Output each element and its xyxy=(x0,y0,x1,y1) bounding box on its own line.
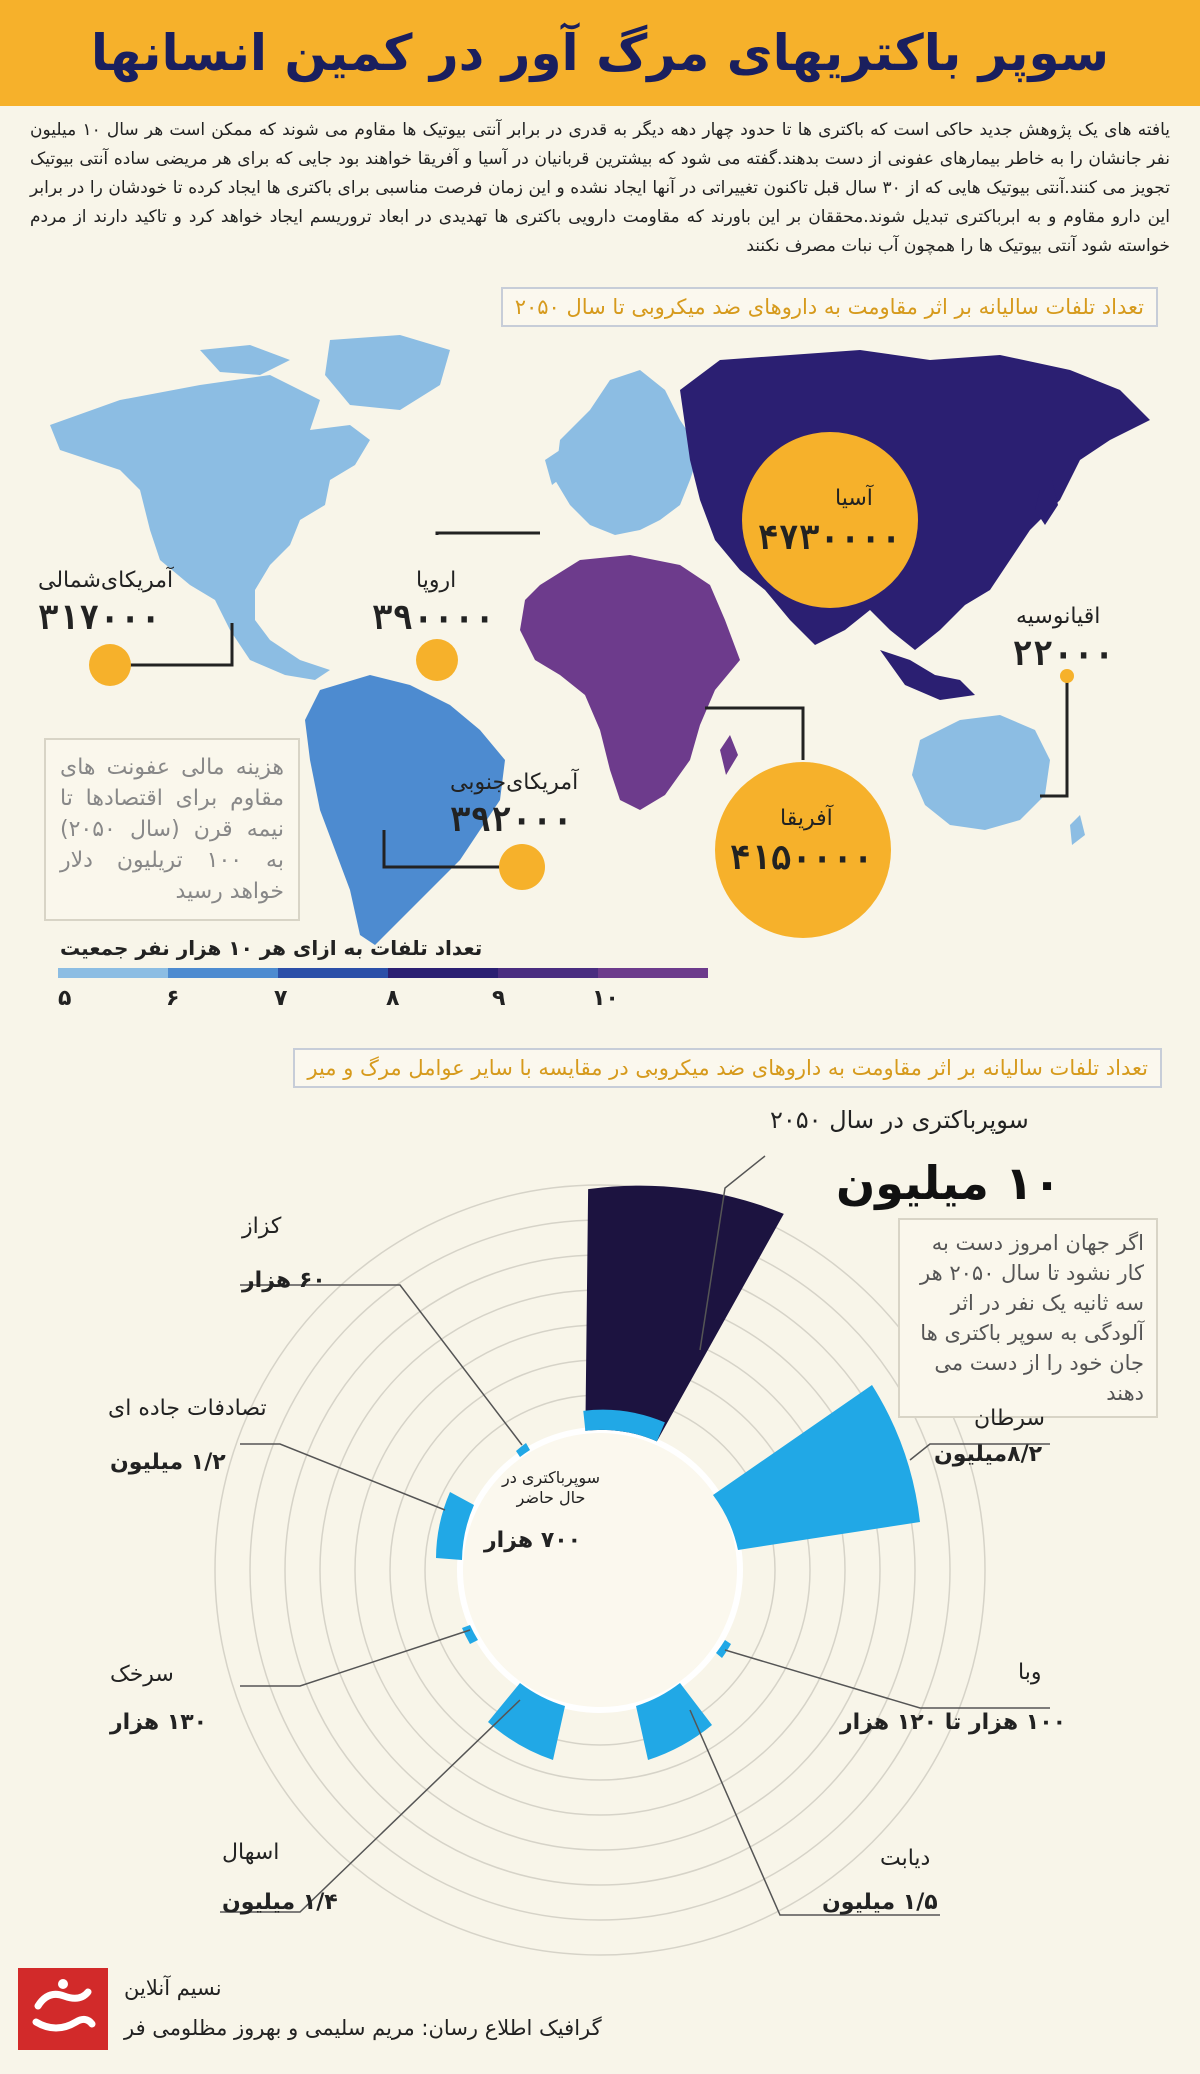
diabetes-label: دیابت xyxy=(880,1846,931,1871)
map-greenland xyxy=(325,335,450,410)
circle-europe xyxy=(416,639,458,681)
leader-diabetes xyxy=(690,1710,940,1915)
superbacteria-2050-label: سوپرباکتری در سال ۲۰۵۰ xyxy=(770,1106,1029,1134)
map-arctic-islands xyxy=(200,345,290,375)
superbacteria-2050-value: ۱۰ میلیون xyxy=(836,1156,1062,1210)
leader-measles xyxy=(240,1630,470,1686)
africa-name: آفریقا xyxy=(780,806,833,831)
polar-section-label: تعداد تلفات سالیانه بر اثر مقاومت به داروهای ضد میکروبی در مقایسه با سایر عوامل مرگ و میر xyxy=(293,1048,1162,1088)
title-bar xyxy=(0,0,1200,106)
tetanus-label: کزاز xyxy=(242,1214,282,1239)
legend-segment-5 xyxy=(58,968,168,978)
footer-brand: نسیم آنلاین xyxy=(124,1976,222,2000)
map-europe xyxy=(555,370,700,535)
cancer-value: ۸/۲میلیون xyxy=(934,1442,1043,1467)
oceania-value: ۲۲۰۰۰ xyxy=(1012,634,1115,674)
asia-name: آسیا xyxy=(835,486,873,511)
superbacteria-now-value: ۷۰۰ هزار xyxy=(484,1528,582,1553)
brand-logo xyxy=(18,1968,108,2050)
oceania-name: اقیانوسیه xyxy=(1016,604,1101,629)
leader-diarrhea xyxy=(220,1700,520,1912)
page-title: سوپر باکتریهای مرگ آور در کمین انسانها xyxy=(90,24,1110,82)
europe-name: اروپا xyxy=(416,568,457,593)
legend-tick-5: ۵ xyxy=(58,986,72,1011)
tetanus-value: ۶۰ هزار xyxy=(242,1268,326,1293)
measles-label: سرخک xyxy=(110,1662,174,1687)
intro-paragraph: یافته های یک پژوهش جدید حاکی است که باکتری ها تا حدود چهار دهه دیگر به قدری در برابر آنتی بیوتیک ها مقاوم می شوند که ممکن است هر سال ۱۰ میلیون نفر جانشان را به خاطر بیمارهای عفونی از دست بدهند.گفته می شود که بیشترین قربانیان در آسیا و آفریقا خواهند بود جایی که برای هر مریضی ساده آنتی بیوتیک تجویز می کنند.آنتی بیوتیک هایی که از ۳۰ سال قبل تاکنون تغییراتی در آنها ایجاد نشده و این زمان فرصت مناسبی برای باکتری ها ایجاد کرده تا خودشان را در برابر این دارو مقاوم و به ابرباکتری تبدیل شوند.محققان بر این باورند که مقاومت دارویی باکتری ها تهدیدی در ابعاد تروریسم ایجاد خواهد کرد و تاکید دارند از مردم خواسته شود آنتی بیوتیک ها را همچون آب نبات مصرف نکنند xyxy=(30,120,1171,256)
diarrhea-value: ۱/۴ میلیون xyxy=(222,1890,338,1915)
cholera-label: وبا xyxy=(1018,1660,1042,1685)
south-america-value: ۳۹۲۰۰۰ xyxy=(450,800,573,840)
footer-credit: گرافیک اطلاع رسان: مریم سلیمی و بهروز مظلومی فر xyxy=(124,2016,602,2040)
legend-color-bar xyxy=(58,968,708,980)
north-america-name: آمریکای‌شمالی xyxy=(38,568,174,593)
legend-tick-8: ۸ xyxy=(386,986,400,1011)
europe-value: ۳۹۰۰۰۰ xyxy=(372,598,495,638)
leader-road-accidents xyxy=(240,1444,445,1510)
legend-title: تعداد تلفات به ازای هر ۱۰ هزار نفر جمعیت xyxy=(60,936,483,960)
cancer-label: سرطان xyxy=(974,1406,1045,1431)
connector-africa xyxy=(705,708,803,760)
legend-segment-6 xyxy=(168,968,278,978)
bar-cancer xyxy=(713,1385,920,1550)
diarrhea-label: اسهال xyxy=(222,1840,280,1865)
legend-segment-8 xyxy=(388,968,498,978)
legend-tick-9: ۹ xyxy=(492,986,506,1011)
legend-tick-7: ۷ xyxy=(274,986,288,1011)
legend-segment-9 xyxy=(498,968,598,978)
diabetes-value: ۱/۵ میلیون xyxy=(822,1890,938,1915)
superbacteria-now-label: سوپرباکتری در حال حاضر xyxy=(501,1468,600,1507)
circle-north-america xyxy=(89,644,131,686)
map-new-zealand xyxy=(1070,815,1085,845)
africa-value: ۴۱۵۰۰۰۰ xyxy=(730,838,874,878)
map-madagascar xyxy=(720,735,738,775)
leader-tetanus xyxy=(240,1285,522,1445)
circle-south-america xyxy=(499,844,545,890)
note-box: اگر جهان امروز دست به کار نشود تا سال ۲۰۵۰ هر سه ثانیه یک نفر در اثر آلودگی به سوپر باکتری ها جان خود را از دست می دهند xyxy=(898,1218,1158,1418)
cholera-value: ۱۰۰ هزار تا ۱۲۰ هزار xyxy=(840,1710,1067,1735)
map-australia xyxy=(912,715,1050,830)
asia-value: ۴۷۳۰۰۰۰ xyxy=(758,518,902,558)
legend-segment-7 xyxy=(278,968,388,978)
road-accidents-value: ۱/۲ میلیون xyxy=(110,1450,226,1475)
legend-tick-10: ۱۰ xyxy=(592,986,619,1011)
north-america-value: ۳۱۷۰۰۰ xyxy=(38,598,161,638)
south-america-name: آمریکای‌جنوبی xyxy=(450,770,579,795)
bar-superbacteria-2050 xyxy=(560,1169,806,1449)
cost-note: هزینه مالی عفونت های مقاوم برای اقتصادها تا نیمه قرن (سال ۲۰۵۰) به ۱۰۰ تریلیون دلار خواهد رسید xyxy=(44,738,300,921)
map-section-label: تعداد تلفات سالیانه بر اثر مقاومت به داروهای ضد میکروبی تا سال ۲۰۵۰ xyxy=(501,287,1158,327)
measles-value: ۱۳۰ هزار xyxy=(110,1710,208,1735)
connector-europe xyxy=(437,533,540,535)
map-se-asia xyxy=(880,650,975,700)
legend-tick-6: ۶ xyxy=(166,986,180,1011)
road-accidents-label: تصادفات جاده ای xyxy=(108,1396,267,1421)
legend-segment-10 xyxy=(598,968,708,978)
